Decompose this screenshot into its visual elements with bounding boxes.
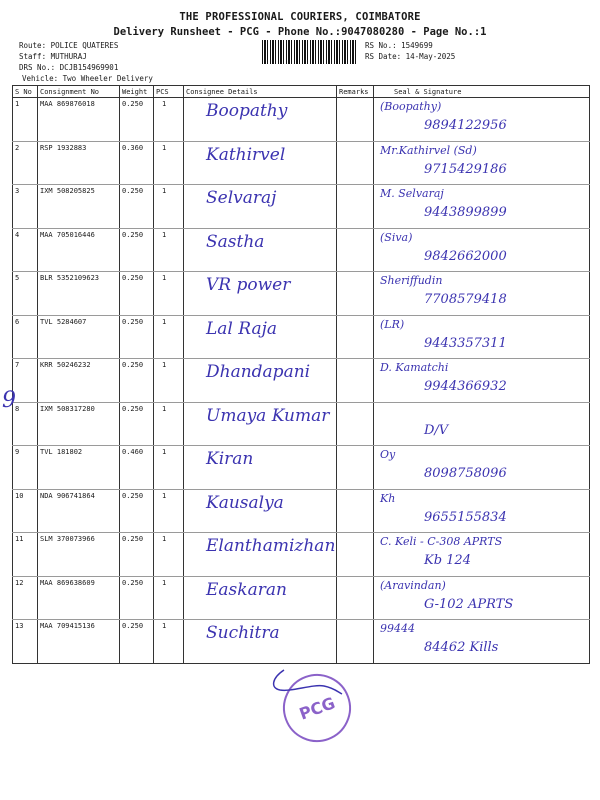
row-consignee [184,185,337,229]
row-consignee [184,533,337,577]
col-consignee-header: Consignee Details [184,86,337,98]
row-remarks [337,272,374,316]
row-pcs: 1 [154,272,184,316]
signature-line: (Siva) [380,230,413,244]
signature-line: Sheriffudin [380,274,443,287]
signature-phone: G-102 APRTS [424,596,514,612]
signature-line: C. Keli - C-308 APRTS [380,535,503,548]
row-seal-signature [374,141,590,185]
row-remarks [337,98,374,142]
table-header-row [13,86,590,98]
consignee-name: Kathirvel [206,144,286,165]
row-remarks [337,576,374,620]
table-row [13,489,590,533]
row-sno: 4 [13,228,38,272]
row-seal-signature [374,533,590,577]
table-row [13,185,590,229]
row-consignee [184,141,337,185]
table-row [13,620,590,664]
table-row [13,315,590,359]
row-consignment-no: TVL 181802 [38,446,120,490]
row-consignment-no: MAA 705016446 [38,228,120,272]
row-pcs: 1 [154,315,184,359]
row-pcs: 1 [154,359,184,403]
row-remarks [337,315,374,359]
row-seal-signature [374,446,590,490]
col-consignment-header: Consignment No [38,86,120,98]
signature-line: M. Selvaraj [380,187,444,200]
signature-phone: 9443357311 [424,335,507,351]
row-remarks [337,489,374,533]
consignee-name: VR power [206,275,291,295]
table-row [13,141,590,185]
row-remarks [337,620,374,664]
row-pcs: 1 [154,446,184,490]
consignee-name: Suchitra [206,623,280,643]
row-sno: 2 [13,141,38,185]
consignee-name: Easkaran [206,579,287,600]
row-consignment-no: BLR 5352109623 [38,272,120,316]
row-sno: 3 [13,185,38,229]
row-weight: 0.250 [120,272,154,316]
signature-phone: 9842662000 [424,248,507,264]
consignee-name: Boopathy [206,101,288,121]
staff-text: Staff: MUTHURAJ [19,52,87,61]
row-sno: 6 [13,315,38,359]
row-consignment-no: RSP 1932883 [38,141,120,185]
stamp-text: PCG [296,692,338,724]
table-row [13,533,590,577]
col-remarks-header: Remarks [337,86,374,98]
row-pcs: 1 [154,185,184,229]
header-left-meta [19,40,153,84]
row-seal-signature [374,576,590,620]
col-pcs-header: PCS [154,86,184,98]
signature-phone: 9944366932 [424,379,507,394]
row-pcs: 1 [154,402,184,446]
row-sno: 13 [13,620,38,664]
table-row [13,272,590,316]
row-remarks [337,533,374,577]
signature-phone: 9715429186 [424,161,507,177]
row-sno: 8 [13,402,38,446]
signature-phone: 9894122956 [424,118,507,133]
route-text: Route: POLICE QUATERES [19,41,119,50]
row-consignment-no: TVL 5284607 [38,315,120,359]
signature-line: Kh [380,491,396,505]
signature-line: (LR) [380,317,405,331]
row-consignment-no: MAA 709415136 [38,620,120,664]
signature-phone: 8098758096 [424,466,507,481]
signature-line: Oy [380,448,396,461]
table-row [13,98,590,142]
signature-phone: 9443899899 [424,205,507,220]
rs-no-text: RS No.: 1549699 [365,41,433,50]
row-sno: 11 [13,533,38,577]
row-pcs: 1 [154,576,184,620]
rs-date-text: RS Date: 14-May-2025 [365,52,456,61]
row-seal-signature [374,402,590,446]
row-sno: 7 [13,359,38,403]
header-right-meta [365,40,455,62]
row-weight: 0.250 [120,489,154,533]
row-consignment-no: IXM 508317280 [38,402,120,446]
consignee-name: Kiran [206,449,254,469]
signature-line: 99444 [380,622,415,635]
row-sno: 10 [13,489,38,533]
row-weight: 0.250 [120,533,154,577]
drs-text: DRS No.: DCJB154969901 [19,63,119,72]
table-row [13,228,590,272]
row-consignee [184,446,337,490]
row-weight: 0.250 [120,98,154,142]
row-pcs: 1 [154,489,184,533]
col-weight-header: Weight [120,86,154,98]
signature-phone: Kb 124 [424,553,471,568]
runsheet-table [12,85,590,664]
consignee-name: Selvaraj [206,188,277,208]
row-seal-signature [374,228,590,272]
row-seal-signature [374,185,590,229]
row-weight: 0.250 [120,402,154,446]
row-consignment-no: SLM 370073966 [38,533,120,577]
row-pcs: 1 [154,98,184,142]
margin-handwritten-mark: 9 [2,388,16,413]
signature-line: D. Kamatchi [380,361,449,374]
table-row [13,402,590,446]
vehicle-text: Vehicle: Two Wheeler Delivery [22,74,153,83]
consignee-name: Elanthamizhan [206,536,336,556]
row-consignment-no: MAA 869638609 [38,576,120,620]
row-pcs: 1 [154,533,184,577]
row-consignment-no: MAA 869876018 [38,98,120,142]
row-remarks [337,402,374,446]
consignee-name: Kausalya [206,492,284,513]
barcode [262,40,356,64]
row-pcs: 1 [154,141,184,185]
consignee-name: Lal Raja [206,318,277,339]
table-row [13,576,590,620]
signature-phone: 84462 Kills [424,640,499,655]
row-consignee [184,228,337,272]
row-pcs: 1 [154,620,184,664]
row-consignment-no: KRR 50246232 [38,359,120,403]
row-weight: 0.250 [120,228,154,272]
signature-phone: 9655155834 [424,509,507,525]
row-weight: 0.460 [120,446,154,490]
row-remarks [337,359,374,403]
row-consignee [184,576,337,620]
row-consignee [184,315,337,359]
runsheet-subtitle: Delivery Runsheet - PCG - Phone No.:9047080280 - Page No.:1 [113,26,487,38]
row-consignee [184,489,337,533]
row-pcs: 1 [154,228,184,272]
table-row [13,359,590,403]
row-seal-signature [374,272,590,316]
col-seal-header: Seal & Signature [374,86,590,98]
signature-line: Mr.Kathirvel (Sd) [380,143,477,157]
row-seal-signature [374,315,590,359]
row-sno: 1 [13,98,38,142]
row-consignee [184,98,337,142]
table-row [13,446,590,490]
row-consignee [184,620,337,664]
row-consignment-no: NDA 906741864 [38,489,120,533]
row-consignee [184,402,337,446]
row-seal-signature [374,359,590,403]
row-weight: 0.250 [120,315,154,359]
signature-line: (Boopathy) [380,100,442,113]
row-weight: 0.250 [120,620,154,664]
row-sno: 5 [13,272,38,316]
row-sno: 9 [13,446,38,490]
consignee-name: Dhandapani [206,362,311,382]
row-remarks [337,228,374,272]
row-weight: 0.250 [120,359,154,403]
row-sno: 12 [13,576,38,620]
col-sno-header: S No [13,86,38,98]
consignee-name: Umaya Kumar [206,405,330,426]
stamp-signature-scribble [262,664,352,704]
signature-phone: 7708579418 [424,292,507,307]
row-seal-signature [374,98,590,142]
row-remarks [337,141,374,185]
row-weight: 0.250 [120,576,154,620]
row-consignment-no: IXM 508205825 [38,185,120,229]
row-remarks [337,446,374,490]
row-seal-signature [374,620,590,664]
row-consignee [184,359,337,403]
company-title: THE PROFESSIONAL COURIERS, COIMBATORE [179,11,421,23]
row-consignee [184,272,337,316]
consignee-name: Sastha [206,231,265,252]
signature-line: (Aravindan) [380,578,446,592]
row-weight: 0.250 [120,185,154,229]
row-remarks [337,185,374,229]
row-seal-signature [374,489,590,533]
row-weight: 0.360 [120,141,154,185]
signature-phone: D/V [424,422,449,438]
